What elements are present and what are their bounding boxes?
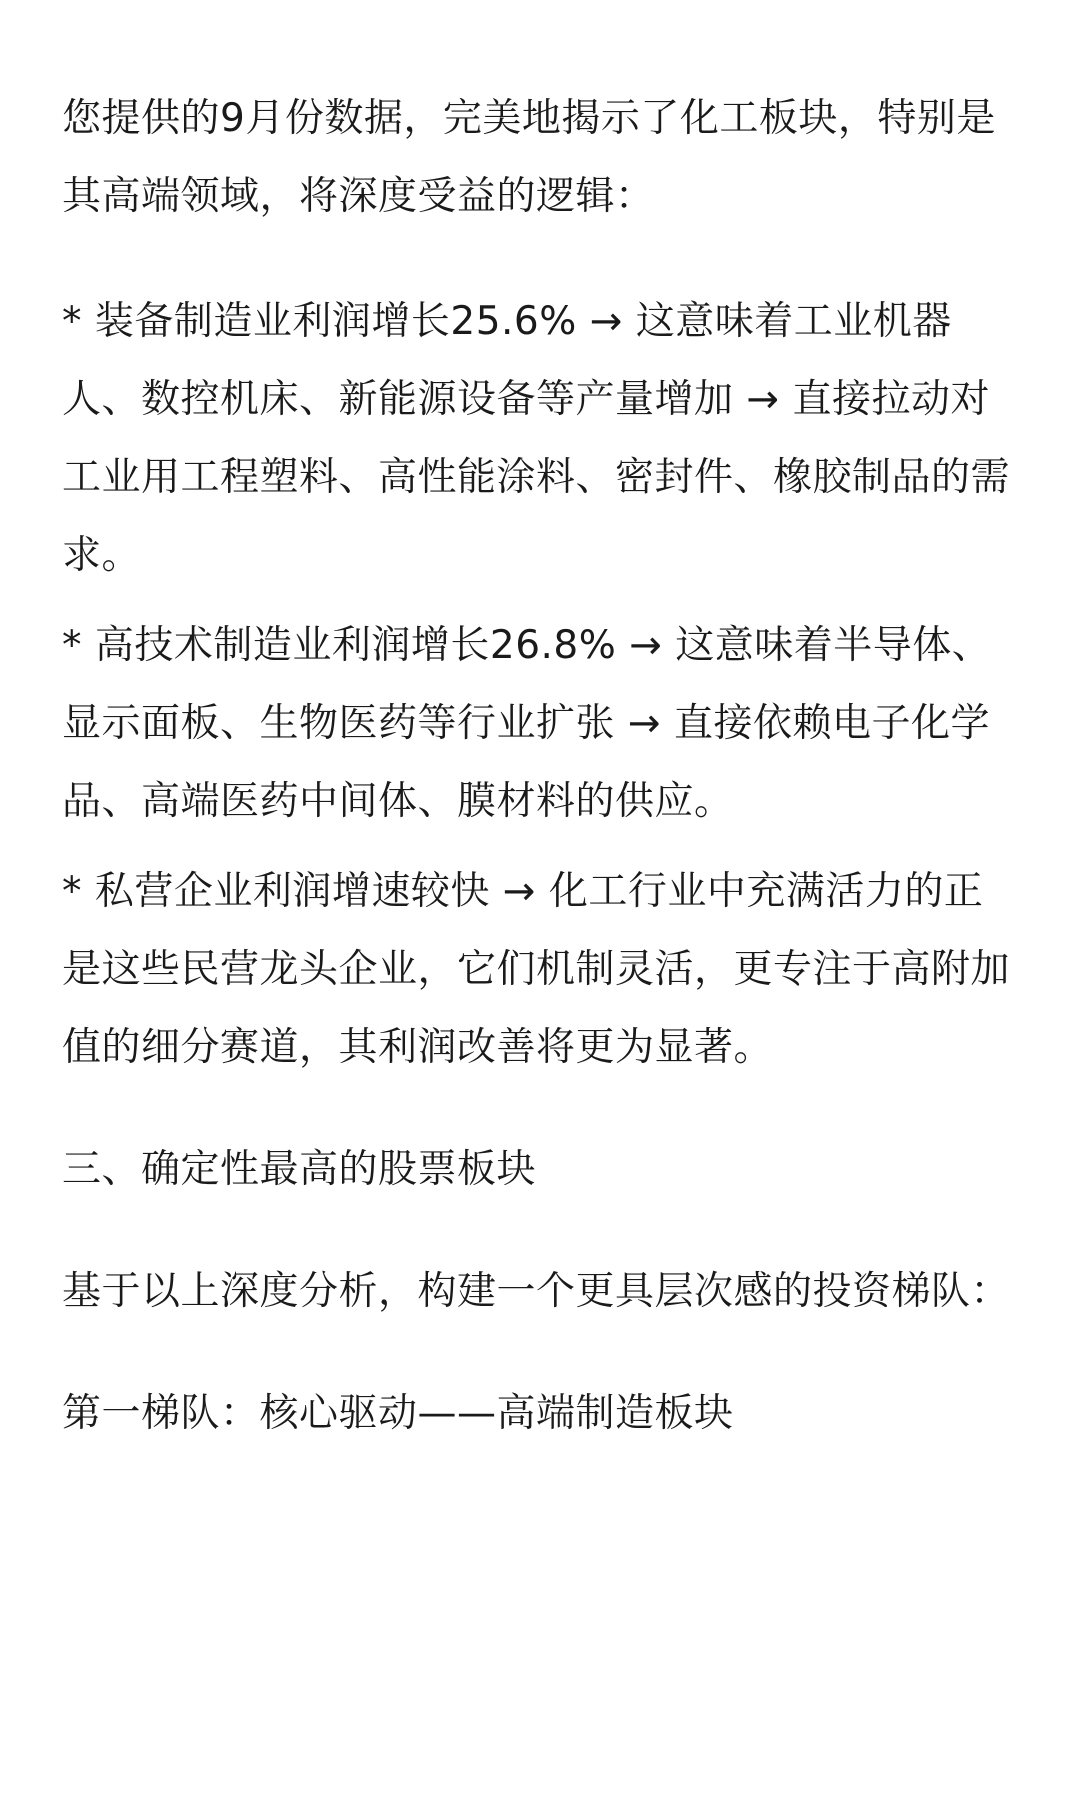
tier-heading: 第一梯队：核心驱动——高端制造板块 (62, 1391, 734, 1436)
intro-paragraph: 您提供的9月份数据，完美地揭示了化工板块，特别是其高端领域，将深度受益的逻辑： (62, 96, 996, 219)
bullet-high-tech-manufacturing: * 高技术制造业利润增长26.8% → 这意味着半导体、显示面板、生物医药等行业扩张 → 直接依赖电子化学品、高端医药中间体、膜材料的供应。 (62, 623, 992, 824)
section-intro: 基于以上深度分析，构建一个更具层次感的投资梯队： (62, 1269, 1011, 1314)
article-body (62, 80, 1022, 1453)
section-heading: 三、确定性最高的股票板块 (62, 1147, 537, 1192)
bullet-equipment-manufacturing: * 装备制造业利润增长25.6% → 这意味着工业机器人、数控机床、新能源设备等产量增加 → 直接拉动对工业用工程塑料、高性能涂料、密封件、橡胶制品的需求。 (62, 299, 1011, 578)
bullet-private-enterprises: * 私营企业利润增速较快 → 化工行业中充满活力的正是这些民营龙头企业，它们机制灵活，更专注于高附加值的细分赛道，其利润改善将更为显著。 (62, 869, 1011, 1070)
